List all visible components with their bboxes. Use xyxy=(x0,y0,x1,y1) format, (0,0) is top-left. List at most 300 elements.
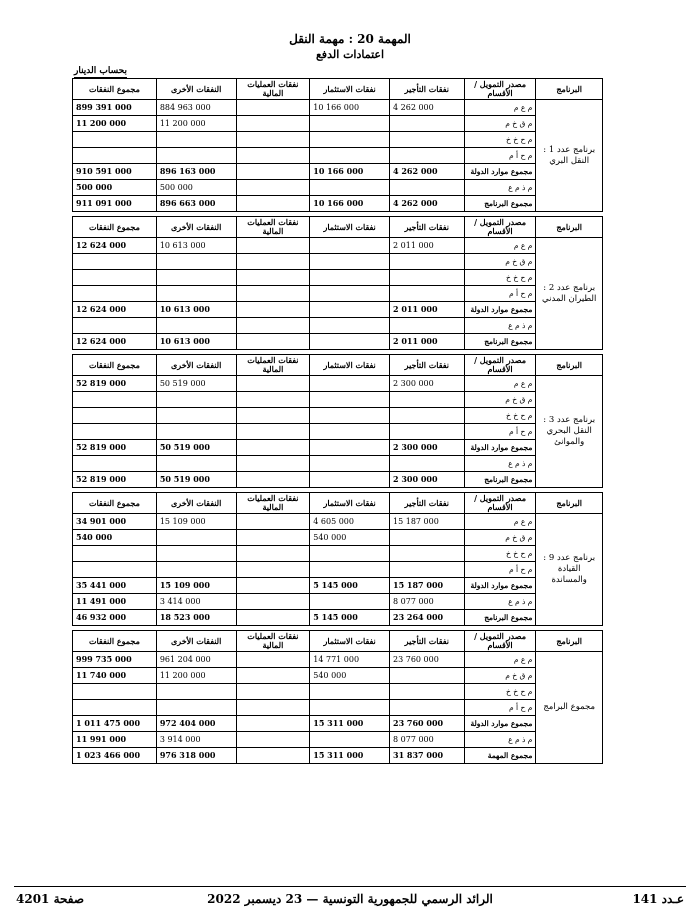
amount-cell xyxy=(236,424,310,440)
table-row xyxy=(73,238,603,254)
amount-cell xyxy=(390,684,465,700)
column-header: نفقات التأجير xyxy=(390,493,465,514)
amount-cell: 2 011 000 xyxy=(390,334,465,350)
amount-cell xyxy=(310,700,390,716)
amount-cell: 10 166 000 xyxy=(310,164,390,180)
funding-source: م ع م xyxy=(464,652,536,668)
funding-source: م ح خ خ xyxy=(464,546,536,562)
table-row xyxy=(73,100,603,116)
funding-source: م ق خ م xyxy=(464,254,536,270)
amount-cell xyxy=(236,334,310,350)
amount-cell: 2 011 000 xyxy=(390,238,465,254)
amount-cell xyxy=(156,562,236,578)
amount-cell xyxy=(73,456,157,472)
amount-cell xyxy=(390,116,465,132)
column-header: النفقات الأخرى xyxy=(156,493,236,514)
table-header-row xyxy=(73,355,603,376)
amount-cell xyxy=(73,148,157,164)
column-header: البرنامج xyxy=(536,631,603,652)
amount-cell: 972 404 000 xyxy=(156,716,236,732)
amount-cell: 2 300 000 xyxy=(390,440,465,456)
amount-cell xyxy=(73,562,157,578)
column-header: مجموع النفقات xyxy=(73,631,157,652)
table-header-row xyxy=(73,493,603,514)
amount-cell: 52 819 000 xyxy=(73,376,157,392)
amount-cell: 540 000 xyxy=(310,668,390,684)
amount-cell: 23 760 000 xyxy=(390,652,465,668)
amount-cell xyxy=(236,392,310,408)
amount-cell: 911 091 000 xyxy=(73,196,157,212)
funding-source: مجموع البرنامج xyxy=(464,196,536,212)
funding-source: مجموع موارد الدولة xyxy=(464,440,536,456)
amount-cell xyxy=(73,270,157,286)
column-header: البرنامج xyxy=(536,355,603,376)
amount-cell: 10 613 000 xyxy=(156,334,236,350)
table-row xyxy=(73,254,603,270)
column-header: مجموع النفقات xyxy=(73,79,157,100)
amount-cell: 3 414 000 xyxy=(156,594,236,610)
funding-source: م ح أ م xyxy=(464,700,536,716)
amount-cell xyxy=(390,546,465,562)
amount-cell: 14 771 000 xyxy=(310,652,390,668)
amount-cell: 540 000 xyxy=(310,530,390,546)
table-row xyxy=(73,732,603,748)
amount-cell xyxy=(236,116,310,132)
amount-cell xyxy=(310,732,390,748)
column-header: نفقات التأجير xyxy=(390,217,465,238)
amount-cell xyxy=(390,530,465,546)
amount-cell xyxy=(390,254,465,270)
amount-cell xyxy=(236,164,310,180)
amount-cell: 15 109 000 xyxy=(156,578,236,594)
table-header-row xyxy=(73,631,603,652)
amount-cell: 2 300 000 xyxy=(390,376,465,392)
amount-cell xyxy=(310,238,390,254)
amount-cell: 34 901 000 xyxy=(73,514,157,530)
column-header: النفقات الأخرى xyxy=(156,631,236,652)
amount-cell: 11 200 000 xyxy=(73,116,157,132)
amount-cell: 1 023 466 000 xyxy=(73,748,157,764)
column-header: مصدر التمويل / الأقسام xyxy=(464,217,536,238)
budget-table xyxy=(72,630,603,764)
currency-unit-label: بحساب الدينار xyxy=(74,66,127,76)
amount-cell: 4 605 000 xyxy=(310,514,390,530)
amount-cell xyxy=(236,514,310,530)
amount-cell xyxy=(236,254,310,270)
table-row xyxy=(73,700,603,716)
amount-cell xyxy=(156,408,236,424)
amount-cell xyxy=(310,148,390,164)
table-row xyxy=(73,440,603,456)
funding-source: مجموع موارد الدولة xyxy=(464,578,536,594)
amount-cell: 50 519 000 xyxy=(156,440,236,456)
table-row xyxy=(73,546,603,562)
table-row xyxy=(73,716,603,732)
column-header: نفقات العمليات المالية xyxy=(236,631,310,652)
amount-cell xyxy=(156,270,236,286)
amount-cell: 12 624 000 xyxy=(73,302,157,318)
table-row xyxy=(73,180,603,196)
funding-source: م ذ م ع xyxy=(464,594,536,610)
amount-cell xyxy=(390,562,465,578)
amount-cell: 10 166 000 xyxy=(310,196,390,212)
amount-cell xyxy=(73,408,157,424)
amount-cell xyxy=(390,456,465,472)
column-header: مصدر التمويل / الأقسام xyxy=(464,79,536,100)
page-number: صفحة 4201 xyxy=(16,892,85,906)
amount-cell xyxy=(73,546,157,562)
program-name: برنامج عدد 3 : النقل البحري والموانئ xyxy=(536,376,603,488)
table-row xyxy=(73,270,603,286)
amount-cell: 4 262 000 xyxy=(390,196,465,212)
table-row xyxy=(73,334,603,350)
amount-cell: 500 000 xyxy=(156,180,236,196)
amount-cell xyxy=(310,562,390,578)
table-row xyxy=(73,514,603,530)
amount-cell xyxy=(236,238,310,254)
table-row xyxy=(73,562,603,578)
table-row xyxy=(73,610,603,626)
amount-cell: 23 760 000 xyxy=(390,716,465,732)
funding-source: م ذ م ع xyxy=(464,732,536,748)
amount-cell xyxy=(236,684,310,700)
amount-cell: 896 663 000 xyxy=(156,196,236,212)
column-header: نفقات الاستثمار xyxy=(310,79,390,100)
table-row xyxy=(73,684,603,700)
column-header: مجموع النفقات xyxy=(73,217,157,238)
amount-cell: 8 077 000 xyxy=(390,594,465,610)
amount-cell xyxy=(236,148,310,164)
column-header: النفقات الأخرى xyxy=(156,355,236,376)
funding-source: م ع م xyxy=(464,514,536,530)
table-header-row xyxy=(73,79,603,100)
table-row xyxy=(73,148,603,164)
amount-cell: 3 914 000 xyxy=(156,732,236,748)
amount-cell: 11 200 000 xyxy=(156,116,236,132)
amount-cell xyxy=(310,270,390,286)
amount-cell xyxy=(390,668,465,684)
amount-cell xyxy=(310,424,390,440)
amount-cell: 31 837 000 xyxy=(390,748,465,764)
amount-cell xyxy=(310,180,390,196)
funding-source: م ع م xyxy=(464,376,536,392)
amount-cell: 500 000 xyxy=(73,180,157,196)
table-row xyxy=(73,196,603,212)
amount-cell xyxy=(390,270,465,286)
amount-cell: 10 166 000 xyxy=(310,100,390,116)
amount-cell: 976 318 000 xyxy=(156,748,236,764)
column-header: مصدر التمويل / الأقسام xyxy=(464,631,536,652)
amount-cell xyxy=(310,116,390,132)
table-row xyxy=(73,392,603,408)
amount-cell: 5 145 000 xyxy=(310,578,390,594)
amount-cell xyxy=(310,132,390,148)
amount-cell xyxy=(310,254,390,270)
amount-cell xyxy=(310,408,390,424)
amount-cell xyxy=(236,700,310,716)
amount-cell xyxy=(156,286,236,302)
table-row xyxy=(73,748,603,764)
column-header: نفقات الاستثمار xyxy=(310,631,390,652)
funding-source: م ح خ خ xyxy=(464,408,536,424)
amount-cell: 961 204 000 xyxy=(156,652,236,668)
amount-cell: 2 300 000 xyxy=(390,472,465,488)
funding-source: مجموع البرنامج xyxy=(464,472,536,488)
program-name: مجموع البرامج xyxy=(536,652,603,764)
amount-cell: 46 932 000 xyxy=(73,610,157,626)
amount-cell xyxy=(236,716,310,732)
column-header: مصدر التمويل / الأقسام xyxy=(464,355,536,376)
amount-cell xyxy=(310,318,390,334)
amount-cell xyxy=(236,180,310,196)
amount-cell: 15 311 000 xyxy=(310,748,390,764)
amount-cell: 52 819 000 xyxy=(73,440,157,456)
column-header: نفقات التأجير xyxy=(390,631,465,652)
column-header: البرنامج xyxy=(536,79,603,100)
amount-cell: 910 591 000 xyxy=(73,164,157,180)
amount-cell: 999 735 000 xyxy=(73,652,157,668)
amount-cell xyxy=(236,546,310,562)
amount-cell xyxy=(236,196,310,212)
funding-source: مجموع موارد الدولة xyxy=(464,716,536,732)
amount-cell xyxy=(156,546,236,562)
amount-cell xyxy=(156,684,236,700)
amount-cell: 15 187 000 xyxy=(390,578,465,594)
amount-cell xyxy=(73,286,157,302)
amount-cell xyxy=(236,594,310,610)
amount-cell: 896 163 000 xyxy=(156,164,236,180)
amount-cell xyxy=(390,700,465,716)
amount-cell xyxy=(236,652,310,668)
amount-cell: 15 311 000 xyxy=(310,716,390,732)
column-header: مجموع النفقات xyxy=(73,493,157,514)
amount-cell xyxy=(236,408,310,424)
amount-cell: 15 109 000 xyxy=(156,514,236,530)
column-header: نفقات الاستثمار xyxy=(310,493,390,514)
column-header: نفقات الاستثمار xyxy=(310,217,390,238)
table-row xyxy=(73,424,603,440)
funding-source: م ح خ خ xyxy=(464,132,536,148)
amount-cell xyxy=(236,748,310,764)
amount-cell xyxy=(236,286,310,302)
amount-cell xyxy=(310,684,390,700)
column-header: نفقات التأجير xyxy=(390,79,465,100)
funding-source: م ق خ م xyxy=(464,530,536,546)
funding-source: مجموع المهمة xyxy=(464,748,536,764)
amount-cell xyxy=(390,286,465,302)
amount-cell: 8 077 000 xyxy=(390,732,465,748)
amount-cell: 15 187 000 xyxy=(390,514,465,530)
funding-source: م ح خ خ xyxy=(464,270,536,286)
table-row xyxy=(73,456,603,472)
amount-cell: 11 740 000 xyxy=(73,668,157,684)
table-row xyxy=(73,472,603,488)
amount-cell: 52 819 000 xyxy=(73,472,157,488)
amount-cell: 540 000 xyxy=(73,530,157,546)
amount-cell xyxy=(236,668,310,684)
amount-cell: 11 491 000 xyxy=(73,594,157,610)
budget-table xyxy=(72,78,603,212)
funding-source: مجموع موارد الدولة xyxy=(464,164,536,180)
column-header: مجموع النفقات xyxy=(73,355,157,376)
amount-cell xyxy=(310,456,390,472)
table-header-row xyxy=(73,217,603,238)
funding-source: م ع م xyxy=(464,238,536,254)
funding-source: م ح أ م xyxy=(464,562,536,578)
funding-source: مجموع البرنامج xyxy=(464,334,536,350)
amount-cell xyxy=(390,424,465,440)
column-header: نفقات العمليات المالية xyxy=(236,355,310,376)
amount-cell xyxy=(236,530,310,546)
amount-cell: 10 613 000 xyxy=(156,302,236,318)
amount-cell xyxy=(236,270,310,286)
amount-cell: 18 523 000 xyxy=(156,610,236,626)
amount-cell xyxy=(73,700,157,716)
amount-cell xyxy=(310,334,390,350)
amount-cell: 11 200 000 xyxy=(156,668,236,684)
column-header: النفقات الأخرى xyxy=(156,79,236,100)
column-header: نفقات الاستثمار xyxy=(310,355,390,376)
table-row xyxy=(73,302,603,318)
program-name: برنامج عدد 2 : الطيران المدني xyxy=(536,238,603,350)
amount-cell xyxy=(156,254,236,270)
amount-cell xyxy=(156,392,236,408)
amount-cell xyxy=(156,456,236,472)
funding-source: م ح أ م xyxy=(464,148,536,164)
amount-cell xyxy=(310,376,390,392)
amount-cell: 12 624 000 xyxy=(73,238,157,254)
funding-source: م ذ م ع xyxy=(464,318,536,334)
amount-cell xyxy=(390,318,465,334)
amount-cell xyxy=(310,440,390,456)
page-subtitle: اعتمادات الدفع xyxy=(315,48,385,61)
amount-cell xyxy=(236,100,310,116)
amount-cell: 50 519 000 xyxy=(156,376,236,392)
funding-source: م ذ م ع xyxy=(464,456,536,472)
column-header: نفقات العمليات المالية xyxy=(236,217,310,238)
funding-source: مجموع موارد الدولة xyxy=(464,302,536,318)
column-header: نفقات العمليات المالية xyxy=(236,79,310,100)
amount-cell xyxy=(310,472,390,488)
amount-cell xyxy=(310,546,390,562)
funding-source: م ق خ م xyxy=(464,116,536,132)
funding-source: م ح خ خ xyxy=(464,684,536,700)
amount-cell xyxy=(310,302,390,318)
gazette-title: الرائد الرسمي للجمهورية التونسية — 23 ديسمبر 2022 xyxy=(207,892,493,906)
amount-cell: 2 011 000 xyxy=(390,302,465,318)
amount-cell: 50 519 000 xyxy=(156,472,236,488)
table-row xyxy=(73,164,603,180)
column-header: البرنامج xyxy=(536,217,603,238)
amount-cell xyxy=(236,376,310,392)
amount-cell: 35 441 000 xyxy=(73,578,157,594)
column-header: نفقات العمليات المالية xyxy=(236,493,310,514)
amount-cell: 12 624 000 xyxy=(73,334,157,350)
amount-cell xyxy=(390,408,465,424)
funding-source: م ق خ م xyxy=(464,392,536,408)
column-header: البرنامج xyxy=(536,493,603,514)
table-row xyxy=(73,116,603,132)
amount-cell xyxy=(236,132,310,148)
amount-cell: 1 011 475 000 xyxy=(73,716,157,732)
funding-source: م ح أ م xyxy=(464,286,536,302)
amount-cell xyxy=(390,180,465,196)
table-row xyxy=(73,594,603,610)
amount-cell xyxy=(73,318,157,334)
table-row xyxy=(73,132,603,148)
amount-cell xyxy=(390,148,465,164)
amount-cell xyxy=(73,424,157,440)
amount-cell xyxy=(310,594,390,610)
amount-cell xyxy=(73,684,157,700)
amount-cell xyxy=(156,424,236,440)
amount-cell xyxy=(236,440,310,456)
amount-cell xyxy=(156,132,236,148)
amount-cell xyxy=(73,392,157,408)
amount-cell: 4 262 000 xyxy=(390,164,465,180)
table-row xyxy=(73,408,603,424)
amount-cell xyxy=(156,700,236,716)
column-header: النفقات الأخرى xyxy=(156,217,236,238)
amount-cell xyxy=(236,472,310,488)
funding-source: م ق خ م xyxy=(464,668,536,684)
amount-cell: 5 145 000 xyxy=(310,610,390,626)
amount-cell xyxy=(236,302,310,318)
amount-cell xyxy=(156,318,236,334)
amount-cell xyxy=(156,530,236,546)
program-name: برنامج عدد 9 : القيادة والمساندة xyxy=(536,514,603,626)
table-row xyxy=(73,652,603,668)
table-row xyxy=(73,530,603,546)
amount-cell xyxy=(236,732,310,748)
amount-cell: 884 963 000 xyxy=(156,100,236,116)
amount-cell xyxy=(156,148,236,164)
program-name: برنامج عدد 1 : النقل البري xyxy=(536,100,603,212)
table-row xyxy=(73,376,603,392)
footer-divider xyxy=(14,886,686,887)
amount-cell: 11 991 000 xyxy=(73,732,157,748)
funding-source: م ح أ م xyxy=(464,424,536,440)
table-row xyxy=(73,578,603,594)
amount-cell xyxy=(73,254,157,270)
amount-cell xyxy=(310,286,390,302)
column-header: مصدر التمويل / الأقسام xyxy=(464,493,536,514)
page-title: المهمة 20 : مهمة النقل xyxy=(289,32,411,46)
amount-cell xyxy=(310,392,390,408)
column-header: نفقات التأجير xyxy=(390,355,465,376)
amount-cell xyxy=(73,132,157,148)
amount-cell xyxy=(236,610,310,626)
table-row xyxy=(73,668,603,684)
amount-cell: 10 613 000 xyxy=(156,238,236,254)
amount-cell xyxy=(236,562,310,578)
budget-table xyxy=(72,492,603,626)
amount-cell xyxy=(390,132,465,148)
funding-source: مجموع البرنامج xyxy=(464,610,536,626)
amount-cell: 23 264 000 xyxy=(390,610,465,626)
amount-cell: 4 262 000 xyxy=(390,100,465,116)
budget-table xyxy=(72,216,603,350)
amount-cell: 899 391 000 xyxy=(73,100,157,116)
table-row xyxy=(73,318,603,334)
funding-source: م ذ م ع xyxy=(464,180,536,196)
table-row xyxy=(73,286,603,302)
issue-number: عـدد 141 xyxy=(632,892,684,906)
funding-source: م ع م xyxy=(464,100,536,116)
amount-cell xyxy=(236,456,310,472)
amount-cell xyxy=(390,392,465,408)
amount-cell xyxy=(236,318,310,334)
